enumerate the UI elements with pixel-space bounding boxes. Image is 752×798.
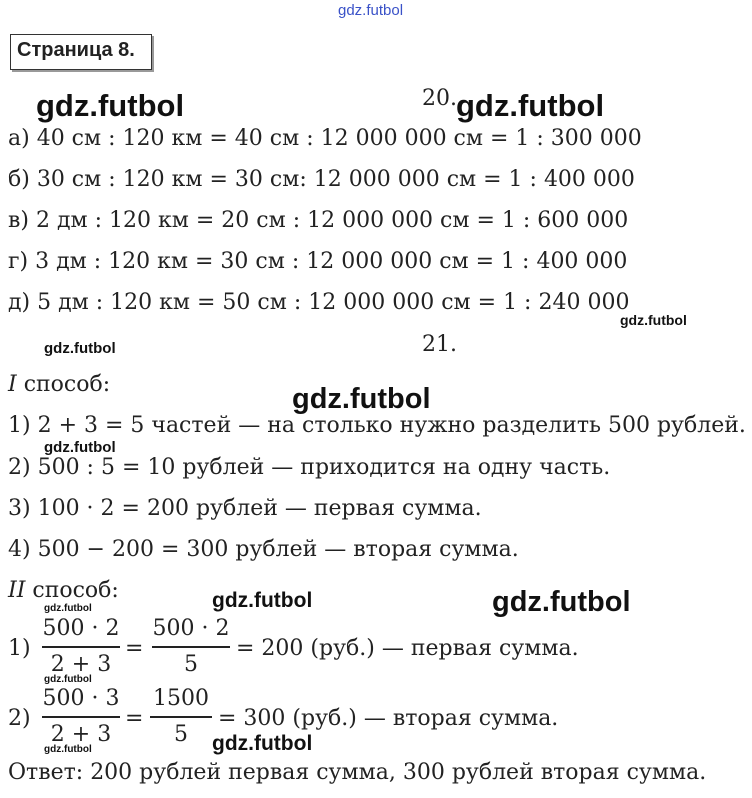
watermark: gdz.futbol [44, 744, 92, 755]
fraction-numerator: 1500 [153, 686, 209, 711]
watermark: gdz.futbol [44, 340, 116, 357]
fraction-numerator: 500 · 3 [42, 686, 120, 711]
method-2-step-2-fraction-1 [42, 684, 120, 750]
method-2-step-1-fraction-2 [152, 614, 230, 680]
answer-line: Ответ: 200 рублей первая сумма, 300 рублей вторая сумма. [8, 760, 707, 785]
fraction-denominator: 2 + 3 [50, 652, 112, 677]
task-20-line-c: в) 2 дм : 120 км = 20 см : 12 000 000 см = 1 : 600 000 [8, 208, 629, 233]
fraction-bar [150, 716, 212, 718]
equals-sign: = [125, 706, 144, 731]
method-2-step-1-result: = 200 (руб.) — первая сумма. [236, 636, 579, 661]
method-2-step-2-result: = 300 (руб.) — вторая сумма. [218, 706, 559, 731]
site-header-link[interactable]: gdz.futbol [338, 2, 404, 19]
method-2-roman: II [8, 578, 26, 603]
method-1-step-3: 3) 100 · 2 = 200 рублей — первая сумма. [8, 496, 482, 521]
watermark: gdz.futbol [212, 732, 313, 755]
watermark: gdz.futbol [620, 312, 687, 328]
method-2-word: способ: [25, 578, 119, 603]
method-1-step-4: 4) 500 − 200 = 300 рублей — вторая сумма. [8, 537, 519, 562]
fraction-bar [42, 646, 120, 648]
equals-sign: = [125, 636, 144, 661]
watermark: gdz.futbol [44, 674, 92, 685]
method-2-step-1-index: 1) [8, 636, 31, 661]
watermark: gdz.futbol [36, 88, 185, 123]
task-21-number: 21. [422, 332, 457, 357]
method-2-heading [8, 578, 119, 603]
task-20-line-e: д) 5 дм : 120 км = 50 см : 12 000 000 см = 1 : 240 000 [8, 290, 630, 315]
watermark: gdz.futbol [492, 586, 631, 618]
watermark: gdz.futbol [292, 383, 431, 415]
fraction-bar [42, 716, 120, 718]
fraction-numerator: 500 · 2 [152, 616, 230, 641]
method-1-step-1: 1) 2 + 3 = 5 частей — на столько нужно разделить 500 рублей. [8, 413, 746, 438]
watermark: gdz.futbol [212, 589, 313, 612]
method-1-heading [8, 372, 110, 397]
watermark: gdz.futbol [44, 603, 92, 614]
fraction-denominator: 2 + 3 [50, 722, 112, 747]
task-20-number: 20. [422, 86, 457, 111]
method-2-step-2-index: 2) [8, 706, 31, 731]
method-2-step-1-fraction-1 [42, 614, 120, 680]
method-1-roman: I [8, 372, 17, 397]
task-20-line-d: г) 3 дм : 120 км = 30 см : 12 000 000 см = 1 : 400 000 [8, 249, 628, 274]
page-label: Страница 8. [10, 34, 152, 70]
watermark: gdz.futbol [456, 88, 605, 123]
method-1-word: способ: [16, 372, 111, 397]
method-2-step-2-fraction-2 [150, 684, 212, 750]
task-20-line-a: а) 40 см : 120 км = 40 см : 12 000 000 см = 1 : 300 000 [8, 126, 642, 151]
task-20-line-b: б) 30 см : 120 км = 30 см: 12 000 000 см = 1 : 400 000 [8, 167, 635, 192]
fraction-numerator: 500 · 2 [42, 616, 120, 641]
method-1-step-2: 2) 500 : 5 = 10 рублей — приходится на одну часть. [8, 455, 611, 480]
fraction-denominator: 5 [174, 722, 188, 747]
fraction-denominator: 5 [184, 652, 198, 677]
watermark: gdz.futbol [44, 439, 116, 456]
fraction-bar [152, 646, 230, 648]
